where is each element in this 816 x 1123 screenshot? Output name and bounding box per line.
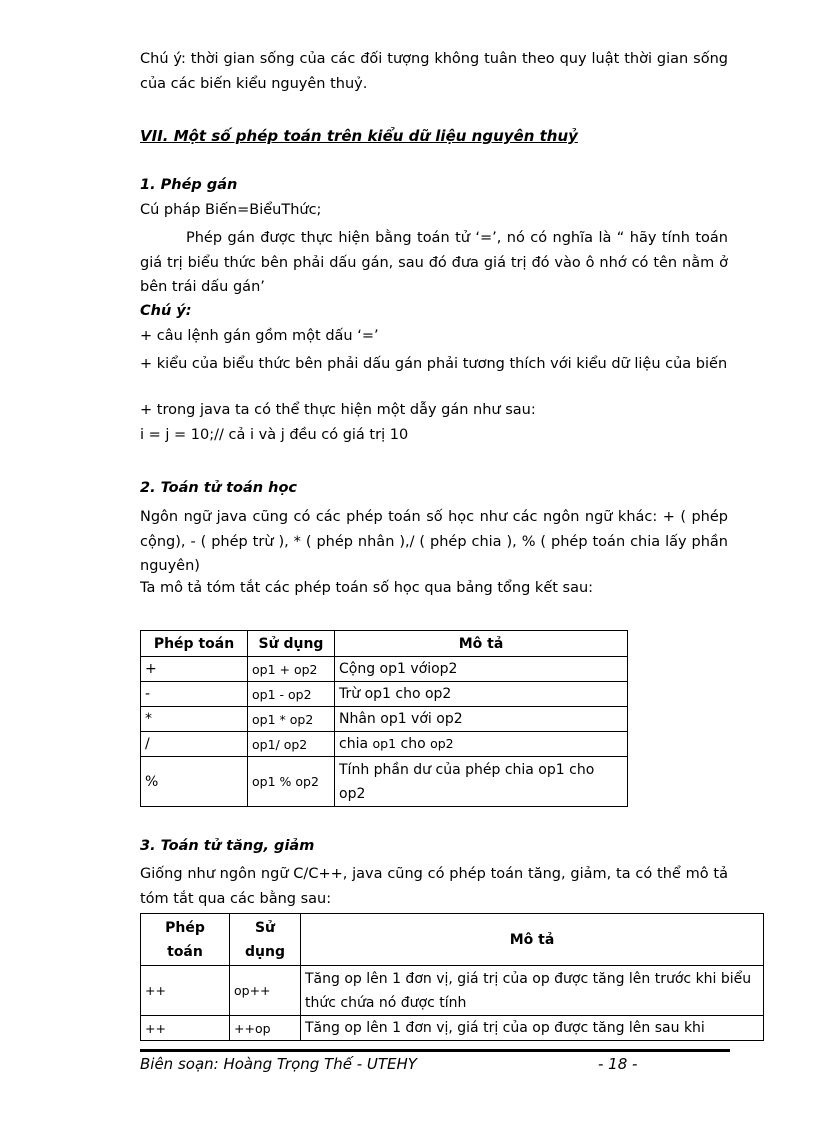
cell-desc: Tăng op lên 1 đơn vị, giá trị của op được tăng lên sau khi — [301, 1016, 764, 1041]
increment-table — [140, 913, 764, 1041]
s2-title: 2. Toán tử toán học — [140, 480, 298, 496]
table-row — [141, 1016, 764, 1041]
table-header-row — [141, 914, 764, 966]
cell-desc: Cộng op1 vớiop2 — [335, 657, 628, 682]
s1-title: 1. Phép gán — [140, 177, 238, 193]
header-op: Phép toán — [141, 631, 248, 657]
cell-op: * — [141, 707, 248, 732]
cell-use: ++op — [230, 1016, 301, 1041]
s1-example: i = j = 10;// cả i và j đều có giá trị 10 — [140, 427, 409, 443]
top-note: Chú ý: thời gian sống của các đối tượng không tuân theo quy luật thời gian sống của các biến kiểu nguyên thuỷ. — [140, 51, 728, 92]
desc-part: chia — [339, 736, 373, 752]
cell-use: op++ — [230, 966, 301, 1016]
header-desc: Mô tả — [335, 631, 628, 657]
s1-desc: Phép gán được thực hiện bằng toán tử ‘=’, nó có nghĩa là “ hãy tính toán giá trị biểu thức bên phải dấu gán, sau đó đưa giá trị đó vào ô nhớ có tên nằm ở bên trái dấu gán’ — [140, 230, 728, 295]
cell-op: ++ — [141, 966, 230, 1016]
table-header-row — [141, 631, 628, 657]
section-title: VII. Một số phép toán trên kiểu dữ liệu nguyên thuỷ — [140, 127, 578, 145]
header-op: Phép toán — [141, 914, 230, 966]
s2-intro: Ta mô tả tóm tắt các phép toán số học qua bảng tổng kết sau: — [140, 580, 594, 596]
cell-desc: Tính phần dư của phép chia op1 cho op2 — [335, 757, 628, 807]
s3-title: 3. Toán tử tăng, giảm — [140, 838, 315, 854]
cell-use: op1 - op2 — [248, 682, 335, 707]
s1-bullet-3: + trong java ta có thể thực hiện một dẫy gán như sau: — [140, 402, 536, 418]
table-row — [141, 707, 628, 732]
desc-part: op1 — [372, 736, 397, 751]
cell-use: op1 + op2 — [248, 657, 335, 682]
cell-desc: Trừ op1 cho op2 — [335, 682, 628, 707]
s1-syntax: Cú pháp Biến=BiểuThức; — [140, 202, 322, 218]
table-row — [141, 757, 628, 807]
cell-desc: Tăng op lên 1 đơn vị, giá trị của op được tăng lên trước khi biểu thức chứa nó được tính — [301, 966, 764, 1016]
s1-bullet-2: + kiểu của biểu thức bên phải dấu gán phải tương thích với kiểu dữ liệu của biến — [140, 356, 728, 372]
cell-op: - — [141, 682, 248, 707]
cell-op: % — [141, 757, 248, 807]
table-row — [141, 732, 628, 757]
arithmetic-table — [140, 630, 628, 807]
cell-desc — [335, 732, 628, 757]
table-row — [141, 682, 628, 707]
s1-bullet-1: + câu lệnh gán gồm một dấu ‘=’ — [140, 328, 379, 344]
header-desc: Mô tả — [301, 914, 764, 966]
footer-rule — [140, 1049, 730, 1052]
cell-use: op1 % op2 — [248, 757, 335, 807]
desc-part: cho — [396, 736, 431, 752]
header-use: Sử dụng — [230, 914, 301, 966]
cell-op: ++ — [141, 1016, 230, 1041]
desc-part: op2 — [430, 736, 454, 751]
footer-author: Biên soạn: Hoàng Trọng Thế - UTEHY — [140, 1055, 417, 1073]
cell-use: op1 * op2 — [248, 707, 335, 732]
page-number: - 18 - — [598, 1055, 638, 1073]
cell-use: op1/ op2 — [248, 732, 335, 757]
header-use: Sử dụng — [248, 631, 335, 657]
table-row — [141, 966, 764, 1016]
cell-op: / — [141, 732, 248, 757]
table-row — [141, 657, 628, 682]
s2-desc: Ngôn ngữ java cũng có các phép toán số học như các ngôn ngữ khác: + ( phép cộng), - ( phép trừ ), * ( phép nhân ),/ ( phép chia ), % ( phép toán chia lấy phần nguyên) — [140, 509, 728, 574]
s3-desc: Giống như ngôn ngữ C/C++, java cũng có phép toán tăng, giảm, ta có thể mô tả tóm tắt qua các bằng sau: — [140, 866, 728, 907]
cell-desc: Nhân op1 với op2 — [335, 707, 628, 732]
cell-op: + — [141, 657, 248, 682]
s1-note-label: Chú ý: — [140, 303, 192, 319]
